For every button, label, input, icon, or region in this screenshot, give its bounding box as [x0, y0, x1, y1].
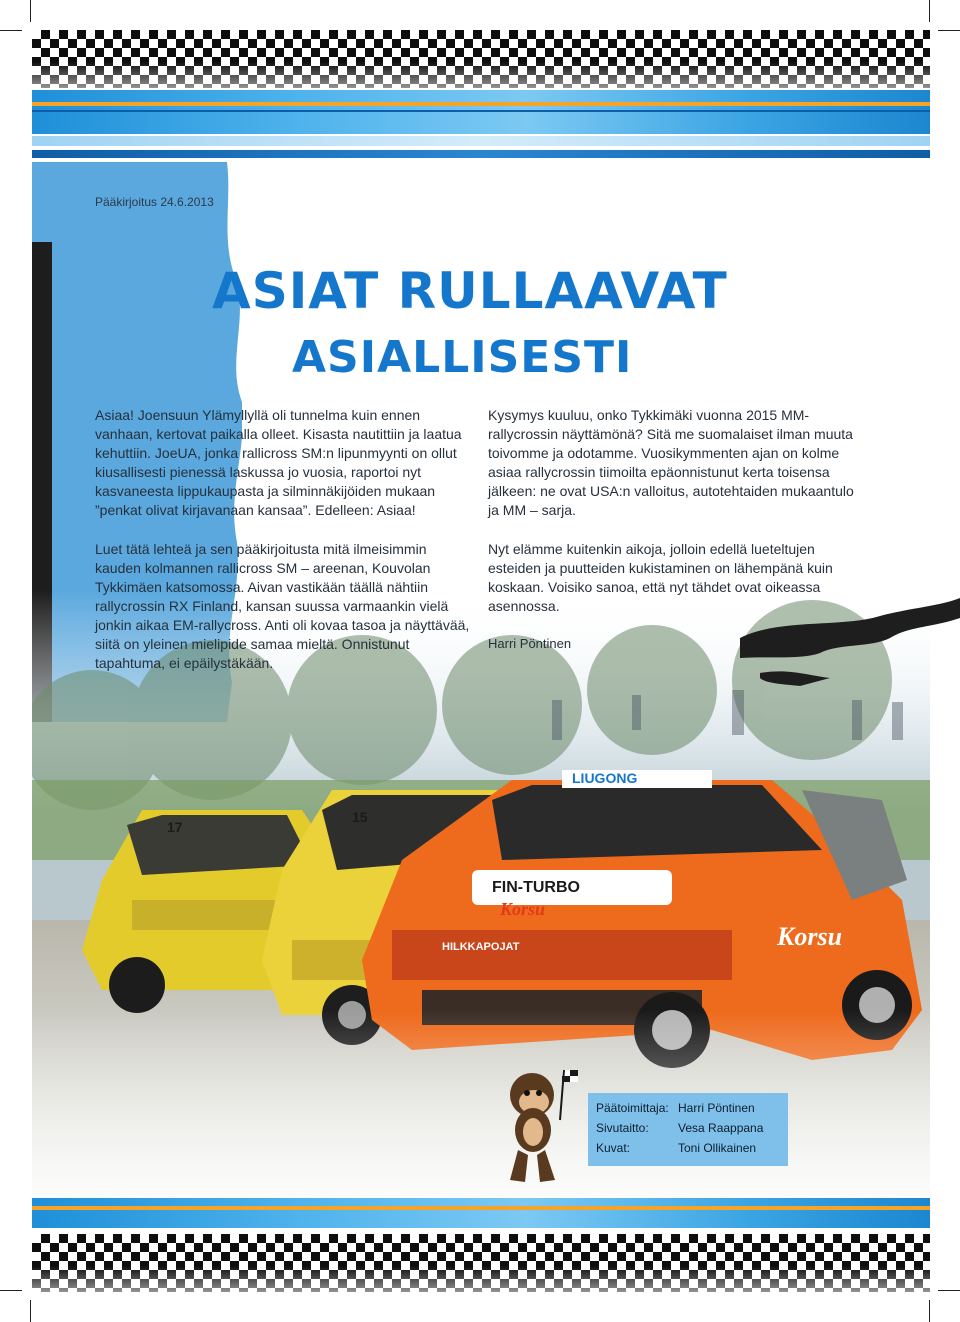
credits-value: Harri Pöntinen — [678, 1101, 755, 1115]
car-hood-text: FIN-TURBO — [492, 879, 580, 896]
crop-mark — [30, 1300, 31, 1322]
top-blue-band — [32, 90, 930, 134]
top-thin-stripe-dark — [32, 150, 930, 158]
orange-stripe — [32, 102, 930, 106]
car-number-front: 15 — [352, 809, 368, 825]
credits-label: Sivutaitto: — [596, 1121, 649, 1135]
paragraph-4: Nyt elämme kuitenkin aikoja, jolloin edellä lueteltujen esteiden ja puutteiden kukistaminen on lähempänä kuin koskaan. Voisiko sanoa, että nyt tähdet ovat oikeassa asennossa. — [488, 541, 833, 614]
credits-row — [596, 1121, 763, 1135]
monkey-mascot-icon — [500, 1060, 590, 1190]
paragraph-3: Kysymys kuuluu, onko Tykkimäki vuonna 2015 MM-rallycrossin näyttämönä? Sitä me suomalaiset ilman muuta toivomme ja odotamme. Vuosikymmenten ajan on kolme asiaa rallycrossin tiimoilta epäonnistunut kerta toisensa jälkeen: ne ovat USA:n valloitus, autotehtaiden mukaantulo ja MM – sarja. — [488, 407, 854, 518]
bottom-checkered-flag-band — [32, 1234, 930, 1292]
credits-box — [588, 1093, 788, 1166]
crop-mark — [0, 30, 22, 31]
crop-mark — [938, 30, 960, 31]
page-title-line-2: ASIALLISESTI — [292, 332, 633, 383]
bottom-blue-band — [32, 1198, 930, 1228]
car-side-brand: Korsu — [777, 922, 843, 951]
crop-mark — [929, 1300, 930, 1322]
top-thin-stripe — [32, 136, 930, 146]
credits-label: Päätoimittaja: — [596, 1101, 669, 1115]
credits-row — [596, 1141, 756, 1155]
dark-blue-stripe — [32, 110, 930, 112]
credits-value: Vesa Raappana — [678, 1121, 764, 1135]
crop-mark — [30, 0, 31, 22]
crop-mark — [0, 1290, 22, 1291]
author-name: Harri Pöntinen — [488, 636, 572, 651]
crop-mark — [929, 0, 930, 22]
car-number-back: 17 — [167, 819, 183, 835]
paragraph-1: Asiaa! Joensuun Ylämyllyllä oli tunnelma kuin ennen vanhaan, kertovat paikalla olleet. Kisasta nautittiin ja laatua kehuttiin. JoeUA, jonka rallicross SM:n lipunmyynti on ollut kiusallisesti pienessä laskussa jo vuosia, raportoi nyt kasvaneesta lippukaupasta ja silminnäkijöiden mukaan ”penkat olivat kirjavanaan kansaa”. Edelleen: Asiaa! — [95, 407, 462, 518]
credits-label: Kuvat: — [596, 1141, 631, 1155]
car-plate-text: HILKKAPOJAT — [442, 941, 520, 953]
orange-stripe — [32, 1206, 930, 1210]
car-sponsor-top: LIUGONG — [572, 770, 638, 786]
credits-row — [596, 1101, 755, 1115]
top-checkered-flag-band — [32, 30, 930, 88]
car-brand-text: Korsu — [500, 899, 546, 919]
paragraph-2: Luet tätä lehteä ja sen pääkirjoitusta mitä ilmeisimmin kauden kolmannen rallicross SM – areenan, Kouvolan Tykkimäen katsomossa. Aivan vastikään täällä nähtiin rallycrossin RX Finland, kansan suussa varmaankin vielä jonkin aikaa EM-rallycross. Anti oli kovaa tasoa ja näyttävää, siitä on yleinen mielipide samaa mieltä. Onnistunut tapahtuma, ei epäilystäkään. — [95, 541, 470, 671]
page-title-line-1: ASIAT RULLAAVAT — [212, 262, 728, 320]
page-date: Pääkirjoitus 24.6.2013 — [95, 195, 214, 209]
crop-mark — [938, 1290, 960, 1291]
credits-value: Toni Ollikainen — [678, 1141, 757, 1155]
